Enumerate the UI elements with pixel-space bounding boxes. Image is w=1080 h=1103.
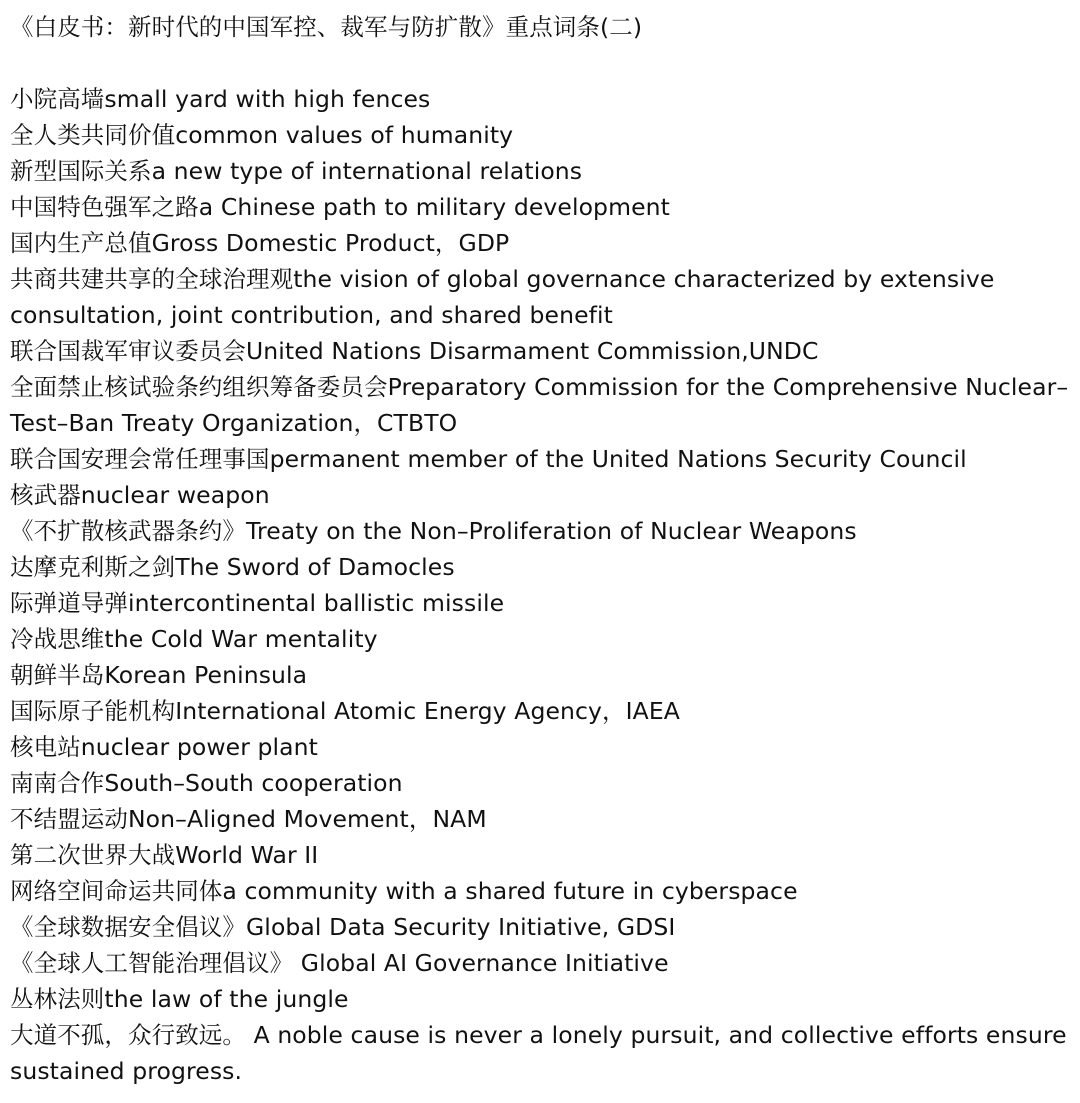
term-entry: 《全球数据安全倡议》Global Data Security Initiative, GDSI [10,913,676,941]
term-entry: 际弹道导弹intercontinental ballistic missile [10,589,505,617]
term-entry: 新型国际关系a new type of international relations [10,157,583,185]
term-entry: 共商共建共享的全球治理观the vision of global governance characterized by extensive consultation, joint contribution, and shared benefit [10,265,995,329]
term-entry: 南南合作South–South cooperation [10,769,403,797]
term-entry: 第二次世界大战World War II [10,841,319,869]
term-entry: 中国特色强军之路a Chinese path to military development [10,193,670,221]
term-entry: 全面禁止核试验条约组织筹备委员会Preparatory Commission for the Comprehensive Nuclear–Test–Ban Treaty Organization，CTBTO [10,373,1069,437]
term-entry: 核电站nuclear power plant [10,733,318,761]
term-entry: 国际原子能机构International Atomic Energy Agency，IAEA [10,697,680,725]
term-entry: 《不扩散核武器条约》Treaty on the Non–Proliferation of Nuclear Weapons [10,517,857,545]
term-entry: 不结盟运动Non–Aligned Movement，NAM [10,805,487,833]
term-entry: 冷战思维the Cold War mentality [10,625,378,653]
blank-line [10,45,1074,81]
term-entry: 朝鲜半岛Korean Peninsula [10,661,308,689]
term-entry: 小院高墙small yard with high fences [10,85,431,113]
term-entry: 核武器nuclear weapon [10,481,270,509]
term-entry: 达摩克利斯之剑The Sword of Damocles [10,553,455,581]
term-entry: 联合国安理会常任理事国permanent member of the United Nations Security Council [10,445,967,473]
term-entry: 全人类共同价值common values of humanity [10,121,514,149]
term-entry: 联合国裁军审议委员会United Nations Disarmament Commission,UNDC [10,337,819,365]
term-list [10,81,1074,1089]
term-entry: 大道不孤，众行致远。 A noble cause is never a lonely pursuit, and collective efforts ensure sustained progress. [10,1021,1067,1085]
document-title: 《白皮书：新时代的中国军控、裁军与防扩散》重点词条(二) [10,13,643,41]
term-entry: 国内生产总值Gross Domestic Product，GDP [10,229,510,257]
term-entry: 网络空间命运共同体a community with a shared future in cyberspace [10,877,798,905]
term-entry: 《全球人工智能治理倡议》 Global AI Governance Initiative [10,949,669,977]
term-entry: 丛林法则the law of the jungle [10,985,349,1013]
